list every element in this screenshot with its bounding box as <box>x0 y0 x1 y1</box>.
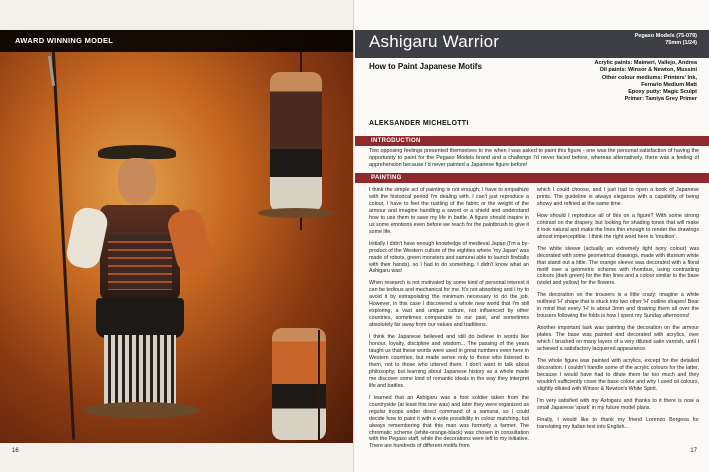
introduction-heading: INTRODUCTION <box>371 137 421 144</box>
small-figure-top <box>270 72 322 212</box>
figure-legs <box>104 335 176 405</box>
section-header: AWARD WINNING MODEL <box>15 36 114 45</box>
figure-skirt <box>96 298 184 338</box>
pub-info-line: Pegaso Models (75-079) <box>634 33 697 39</box>
painting-bar <box>355 173 709 183</box>
body-paragraph: The whole figure was painted with acrylics, except for the detailed decoration. I couldn't handle some of the acrylic colours for the latter, because I would have had to dilute them far too much and they wouldn't sufficiently cover the base colour and why I used oil colours, slightly diluted with Winsor & Newton's White Spirit. <box>537 358 699 392</box>
publication-info <box>635 33 697 47</box>
figure-armour-plates <box>108 235 172 290</box>
figure-face <box>118 158 156 204</box>
materials-line: Other colour mediums: Printers' Ink, <box>601 74 697 81</box>
body-paragraph: How should I reproduce all of this on a figure? With some strong contrast on the drapery, but looking for shading tones that will make it look natural and make the lines thin enough to render the drawings almost imperceptible. I think the right word here is 'intuition'. <box>537 212 699 240</box>
left-page <box>0 0 354 472</box>
main-figure-photo <box>0 30 354 443</box>
materials-line: Oil paints: Winsor & Newton, Mussini <box>599 67 697 74</box>
page-number-right: 17 <box>690 448 697 454</box>
pub-info-line: 75mm (1/24) <box>665 40 697 46</box>
body-paragraph: Finally, I would like to thank my friend Lorenzo Borgesa for translating my Italian text into English... <box>537 416 699 430</box>
materials-line: Epoxy putty: Magic Sculpt <box>628 89 697 96</box>
body-paragraph: Another important task was painting the decoration on the armour plates. The base was painted and decorated with acrylics, over which I brushed on many layers of a very diluted satin varnish, until I achieved a satisfactory lacquered appearance. <box>537 325 699 353</box>
materials-list <box>595 60 698 104</box>
figure-base <box>82 402 200 418</box>
materials-line: Ferrario Medium Matt <box>641 81 697 88</box>
intro-paragraph: Two opposing feelings presented themselves to me when I was asked to paint this figure - one was the personal satisfaction of having the opportunity to paint for the Pegaso Models brand and a challenge I'd never faced before, whereas alternatively, there was a feeling of apprehension because I'd never painted a Japanese figure before! <box>369 148 699 169</box>
body-paragraph: I learned that an Ashigaru was a foot soldier taken from the countryside (at least this one was) and later they were organized as regular troops under direct command of a samurai, so I could decide how to paint it with a wide possibility in colour matching, but always remembering that this man was formerly a farmer. The chromatic scheme (white-orange-black) was chosen in consultation with the Pegaso staff, while the decorations were left to my initiative. There are hundreds of different motifs from <box>369 394 529 450</box>
painting-heading: PAINTING <box>371 174 402 181</box>
materials-line: Acrylic paints: Maimeri, Vallejo, Andrea <box>594 60 697 66</box>
small-figure-top-base <box>258 208 334 218</box>
spear-shaft-3 <box>318 330 320 440</box>
author-name: ALEKSANDER MICHELOTTI <box>369 120 469 127</box>
body-paragraph: Initially I didn't have enough knowledge of medieval Japan (I'm a by-product of the Western culture of the eighties where 'my Japan' was made of robots, green monsters and samurai able to launch fireballs with their hands), so I had to do something. I didn't know what an Ashigaru was! <box>369 240 529 275</box>
body-paragraph: The decoration on the trousers is a little crazy: imagine a white outlined 'H' shape that is stuck into two other 'H' outline shapes! Bear in mind that every 'H' is about 3mm and drawing them all over the trousers following the folds is how I spent my Sunday afternoons! <box>537 292 699 320</box>
text-column-left <box>369 187 529 455</box>
body-paragraph: I'm very satisfied with my Ashigaru and thanks to it there is now a small Japanese 'spark' in my future model plans. <box>537 397 699 411</box>
article-title: Ashigaru Warrior <box>369 32 500 51</box>
body-paragraph: I think the simple act of painting is not enough; I have to empathize with the historical period I'm dealing with. I can't just reproduce a colour, I have to feel the rustling of the fabric or the weight of the armour and imagine handling a sword or a shield and understand how to use them to save my life in battle. A figure should inspire in us some emotions even before we reach for the paintbrush to give it some life. <box>369 187 529 235</box>
figure-hat <box>98 145 176 159</box>
text-column-right <box>537 187 699 436</box>
body-paragraph: which I could choose, and I just had to open a book of Japanese prints. The guideline is always elegance with a capability of being showy and refined at the same time. <box>537 187 699 207</box>
body-paragraph: The white sleeve (actually an extremely light ivory colour) was decorated with some geometrical drawings, made with titanium white that stand out a little. The orange sleeve was decorated with a floral motif over a geometric scheme with rhombus, using contrasting colours (dark green) for the thin lines and a colour similar to the base (violet and yellow) for the flowers. <box>537 245 699 287</box>
body-paragraph: I think the Japanese believed and still do believe in words like honour, loyalty, discipline and wisdom... The passing of the years taught us that these words were used in great numbers even here in Western countries, but made sense only to those who listened to them, not to those who uttered them. I don't want to talk about philosophy, but learning about Japanese history as a whole made me discover some kind of romantic ideals in the way they interpret life and battles. <box>369 334 529 389</box>
article-subtitle: How to Paint Japanese Motifs <box>369 62 482 71</box>
right-page <box>355 0 709 472</box>
page-number-left: 16 <box>12 448 19 454</box>
materials-line: Primer: Tamiya Grey Primer <box>624 96 697 103</box>
body-paragraph: When research is not motivated by some kind of personal interest it can be tedious and mechanical for me. It's not absorbing and I try to avoid it by extrapolating the minimum necessary to do the job. However, in this case I discovered a whole new world that I'm still exploring, a vast and unique culture, not influenced by other countries, sometimes comparable to our past, and sometimes absolutely far away from our values and traditions. <box>369 280 529 329</box>
